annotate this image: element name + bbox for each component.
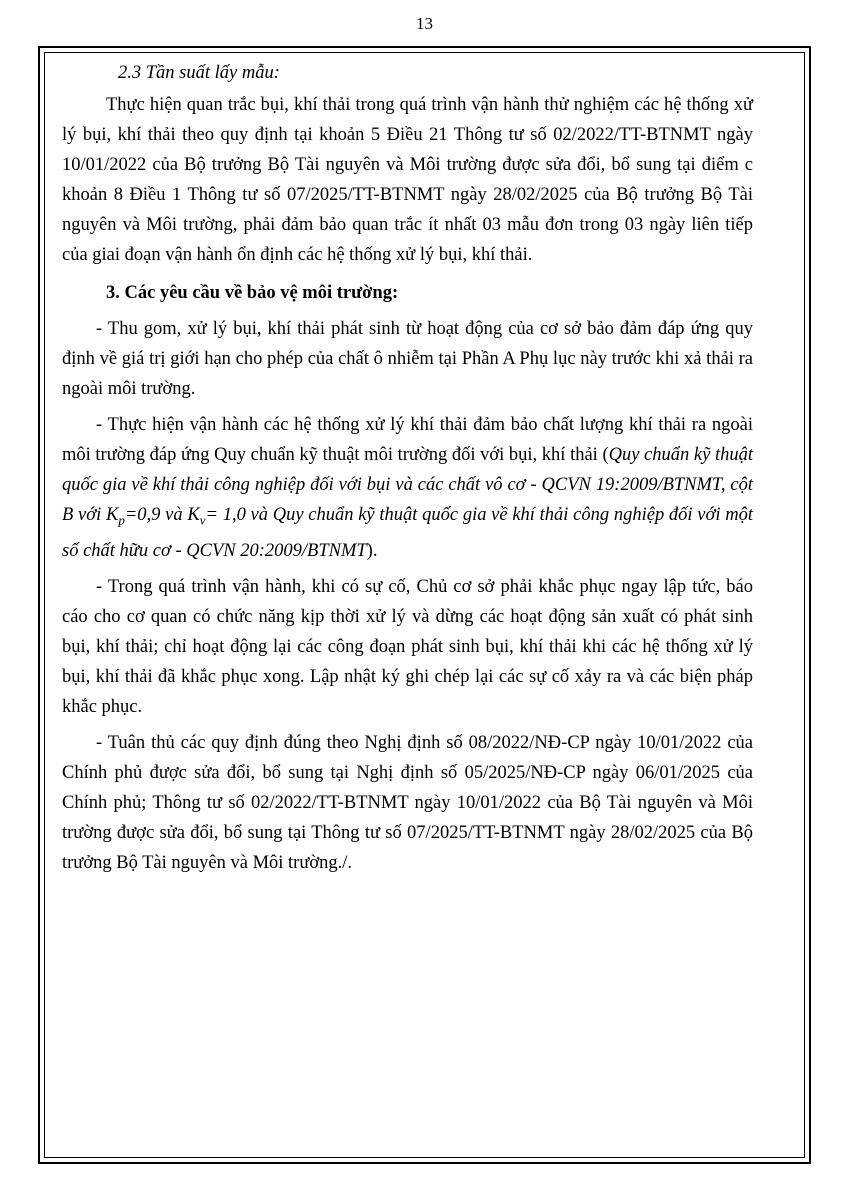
bullet-2-subscript-p: p [118,512,125,528]
page-number: 13 [416,14,433,33]
bullet-2-italic-2: =0,9 và K [124,505,200,525]
bullet-3: - Trong quá trình vận hành, khi có sự cố, Chủ cơ sở phải khắc phục ngay lập tức, báo cáo cho cơ quan có chức năng kịp thời xử lý và dừng các hoạt động sản xuất có phát sinh bụi, khí thải; chỉ hoạt động lại các công đoạn phát sinh bụi, khí thải khi các hệ thống xử lý bụi, khí thải đã khắc phục xong. Lập nhật ký ghi chép lại các sự cố xảy ra và các biện pháp khắc phục. [62,576,753,717]
spacer [62,270,753,276]
bullet-2-subscript-v: v [199,512,206,528]
bullet-2-text-lead: - Thực hiện vận hành các hệ thống xử lý khí thải đảm bảo chất lượng khí thải ra ngoài môi trường đáp ứng Quy chuẩn kỹ thuật môi trường đối với bụi, khí thải ( [62,415,753,465]
bullet-2-italic-3: = 1,0 và Quy chuẩn kỹ thuật quốc gia về khí thải công nghiệp đối với một số chất hữu cơ - QCVN 20:2009/BTNMT [62,505,753,561]
document-content [62,58,789,878]
bullet-1: - Thu gom, xử lý bụi, khí thải phát sinh từ hoạt động của cơ sở bảo đảm đáp ứng quy định về giá trị giới hạn cho phép của chất ô nhiễm tại Phần A Phụ lục này trước khi xả thải ra ngoài môi trường. [62,319,753,399]
bullet-2 [62,410,753,566]
bullet-4: - Tuân thủ các quy định đúng theo Nghị định số 08/2022/NĐ-CP ngày 10/01/2022 của Chính phủ được sửa đổi, bổ sung tại Nghị định số 05/2025/NĐ-CP ngày 06/01/2025 của Chính phủ; Thông tư số 02/2022/TT-BTNMT ngày 10/01/2022 của Bộ Tài nguyên và Môi trường được sửa đổi, bổ sung tại Thông tư số 07/2025/TT-BTNMT ngày 28/02/2025 của Bộ trưởng Bộ Tài nguyên và Môi trường./. [62,732,753,873]
section-3-heading: 3. Các yêu cầu về bảo vệ môi trường: [106,283,399,303]
bullet-2-italic-1: Quy chuẩn kỹ thuật quốc gia về khí thải công nghiệp đối với bụi và các chất vô cơ - QCVN 19:2009/BTNMT, cột B với K [62,445,753,525]
paragraph-2-3: Thực hiện quan trắc bụi, khí thải trong quá trình vận hành thử nghiệm các hệ thống xử lý bụi, khí thải theo quy định tại khoản 5 Điều 21 Thông tư số 02/2022/TT-BTNMT ngày 10/01/2022 của Bộ trưởng Bộ Tài nguyên và Môi trường được sửa đổi, bổ sung tại điểm c khoản 8 Điều 1 Thông tư số 07/2025/TT-BTNMT ngày 28/02/2025 của Bộ trưởng Bộ Tài nguyên và Môi trường, phải đảm bảo quan trắc ít nhất 03 mẫu đơn trong 03 ngày liên tiếp của giai đoạn vận hành ổn định các hệ thống xử lý bụi, khí thải. [62,95,753,265]
bullet-2-text-end: ). [366,540,378,561]
section-2-3-heading: 2.3 Tần suất lấy mẫu: [118,63,280,83]
